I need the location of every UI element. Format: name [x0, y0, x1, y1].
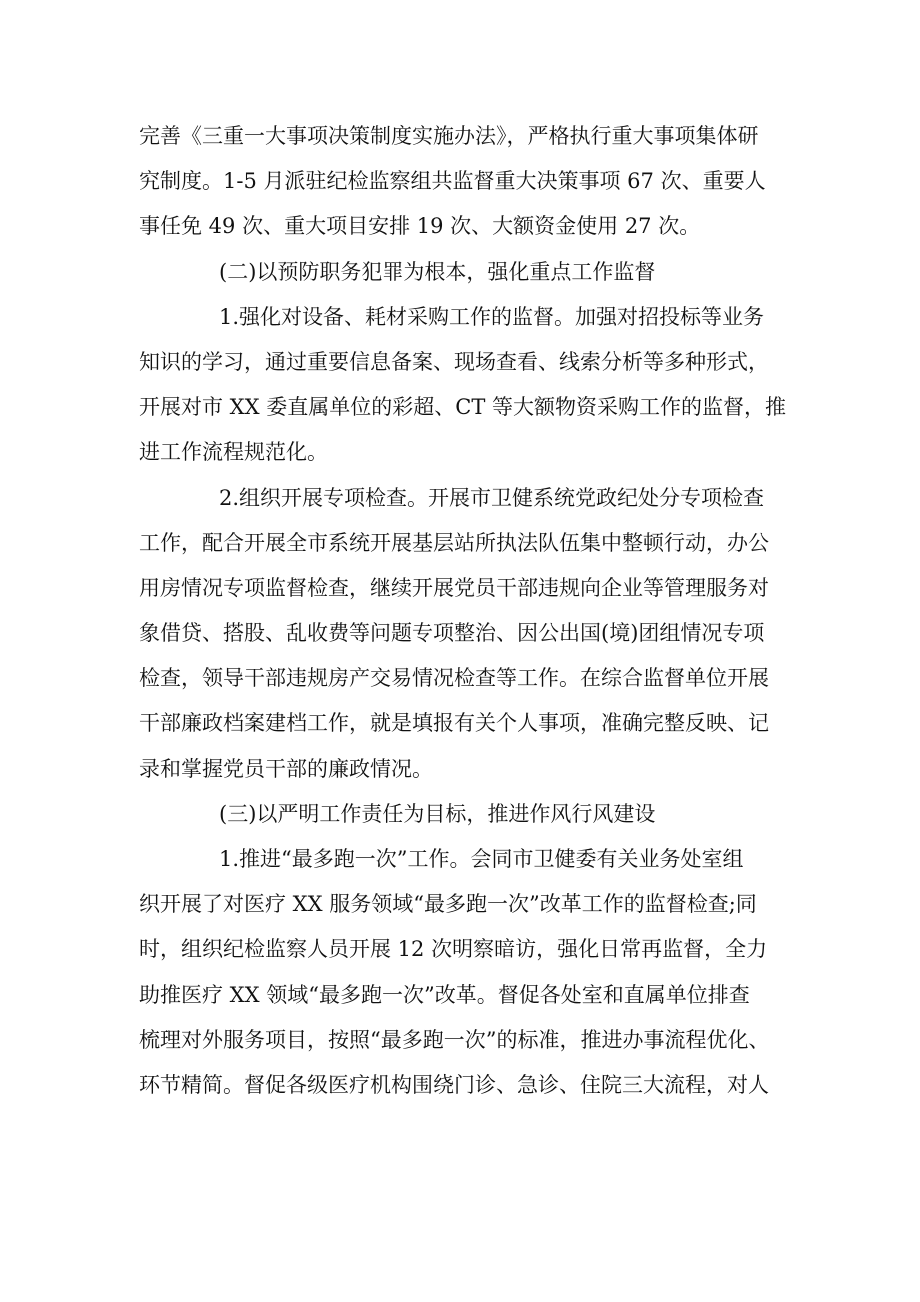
section-heading: [139, 250, 784, 295]
text-line: 助推医疗 XX 领域“最多跑一次”改革。督促各处室和直属单位排查: [139, 982, 750, 1007]
heading-text: (二)以预防职务犯罪为根本，强化重点工作监督: [219, 259, 656, 284]
text-line: 检查，领导干部违规房产交易情况检查等工作。在综合监督单位开展: [139, 666, 769, 691]
paragraph: [139, 114, 784, 250]
paragraph: [139, 476, 784, 792]
text-line: 用房情况专项监督检查，继续开展党员干部违规向企业等管理服务对: [139, 575, 769, 600]
text-line: 进工作流程规范化。: [139, 440, 328, 465]
text-line: 录和掌握党员干部的廉政情况。: [139, 756, 433, 781]
text-line: 1.推进“最多跑一次”工作。会同市卫健委有关业务处室组: [219, 847, 744, 871]
text-line: 事任免 49 次、重大项目安排 19 次、大额资金使用 27 次。: [139, 214, 701, 239]
paragraph: [139, 295, 784, 476]
text-line: 环节精简。督促各级医疗机构围绕门诊、急诊、住院三大流程，对人: [139, 1072, 769, 1097]
text-line: 工作，配合开展全市系统开展基层站所执法队伍集中整顿行动，办公: [139, 530, 769, 555]
text-line: 究制度。1-5 月派驻纪检监察组共监督重大决策事项 67 次、重要人: [139, 169, 766, 194]
document-body: [139, 114, 784, 1108]
text-line: 织开展了对医疗 XX 服务领域“最多跑一次”改革工作的监督检查;同: [139, 892, 757, 917]
text-line: 梳理对外服务项目，按照“最多跑一次”的标准，推进办事流程优化、: [139, 1027, 770, 1052]
text-line: 象借贷、搭股、乱收费等问题专项整治、因公出国(境)团组情况专项: [139, 621, 765, 646]
section-heading: [139, 792, 784, 837]
text-line: 1.强化对设备、耗材采购工作的监督。加强对招投标等业务: [219, 304, 765, 329]
text-line: 时，组织纪检监察人员开展 12 次明察暗访，强化日常再监督，全力: [139, 937, 768, 962]
text-line: 2.组织开展专项检查。开展市卫健系统党政纪处分专项检查: [219, 485, 765, 510]
heading-text: (三)以严明工作责任为目标，推进作风行风建设: [219, 801, 656, 826]
text-line: 干部廉政档案建档工作，就是填报有关个人事项，准确完整反映、记: [139, 711, 769, 736]
text-line: 完善《三重一大事项决策制度实施办法》，严格执行重大事项集体研: [139, 124, 759, 148]
paragraph: [139, 837, 784, 1108]
text-line: 开展对市 XX 委直属单位的彩超、CT 等大额物资采购工作的监督，推: [139, 395, 786, 420]
text-line: 知识的学习，通过重要信息备案、现场查看、线索分析等多种形式，: [139, 349, 769, 374]
